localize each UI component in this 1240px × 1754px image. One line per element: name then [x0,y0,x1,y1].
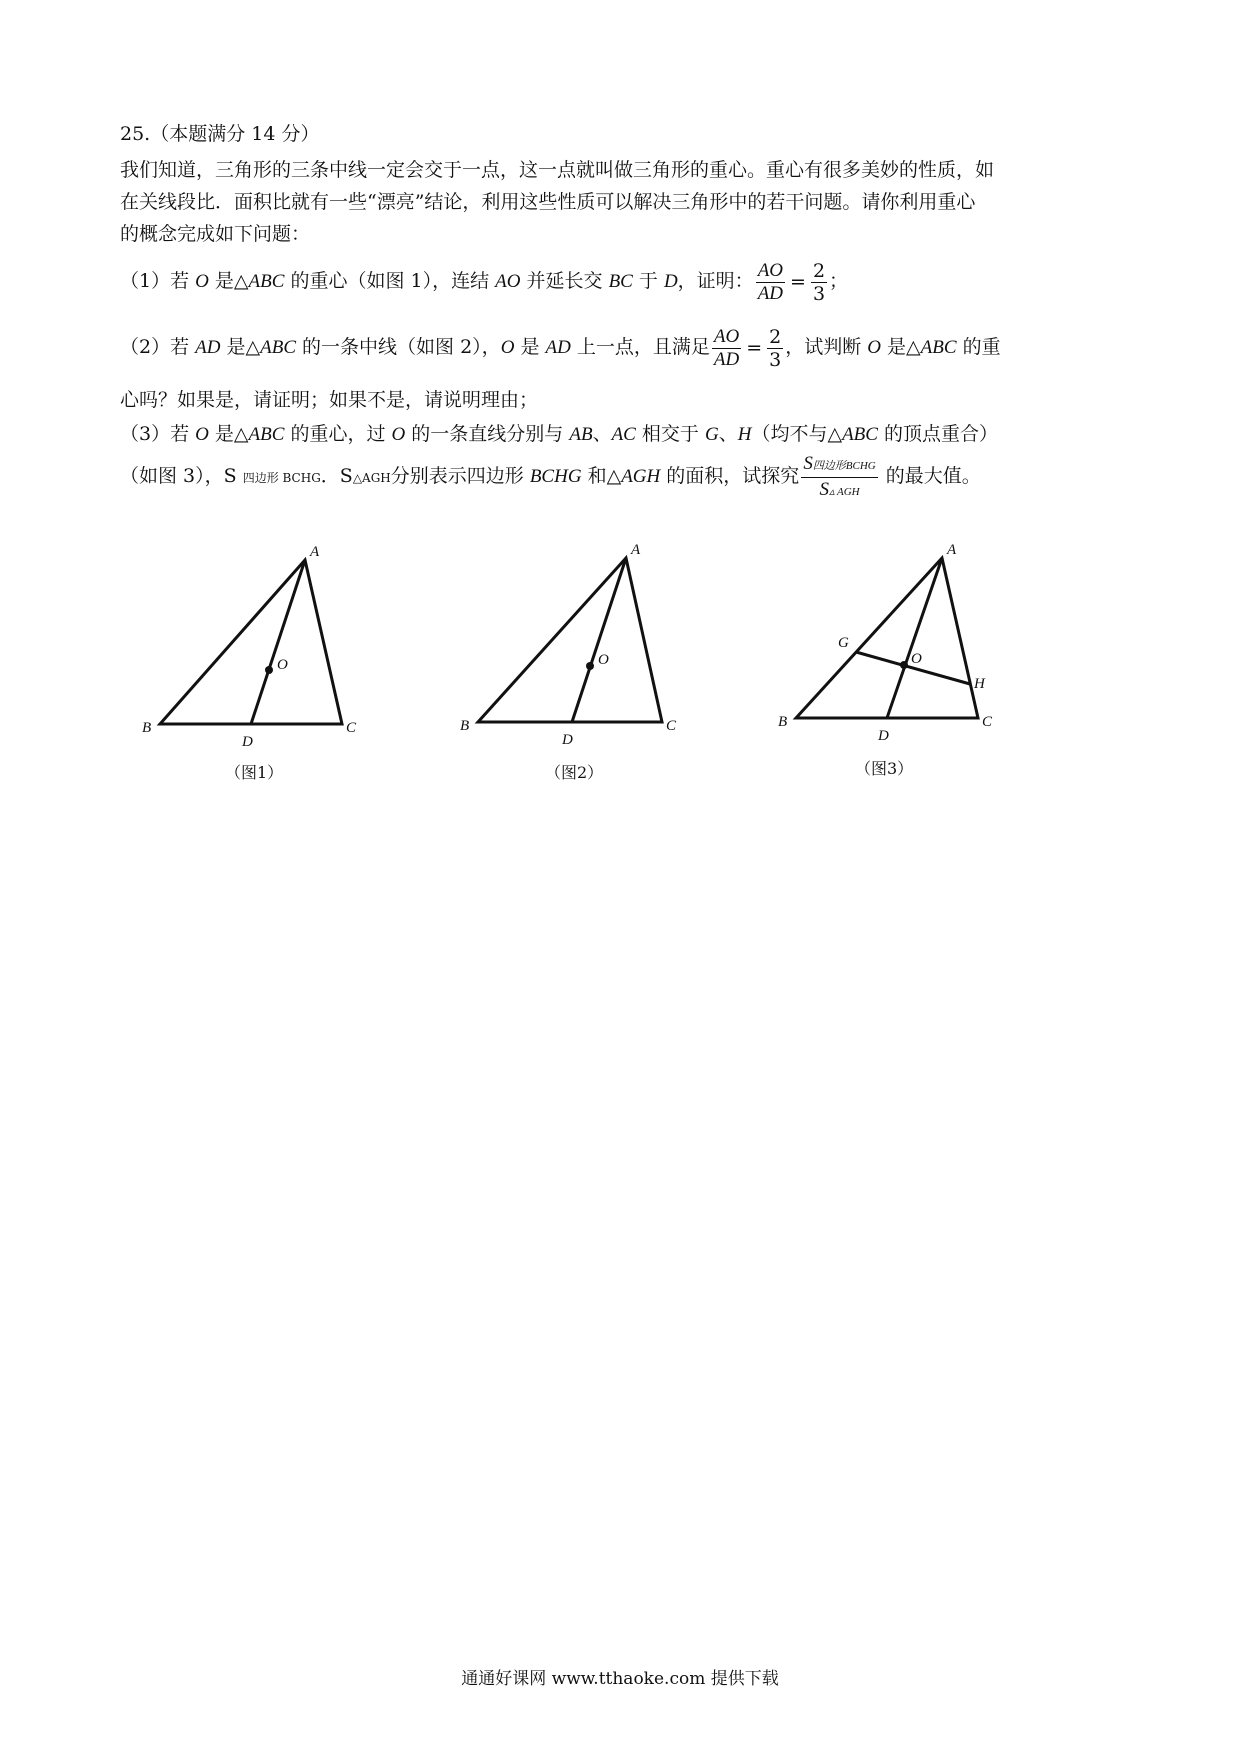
triangle-abc [796,558,978,718]
intro-line-3: 的概念完成如下问题： [120,223,311,245]
figure-2 [450,530,690,750]
label-o: O [598,652,609,668]
figure-1 [130,530,370,750]
label-h: H [974,676,985,692]
part3-text: （3）若 O 是△ABC 的重心，过 O 的一条直线分别与 AB、AC 相交于 G、H（均不与△ABC 的顶点重合） [120,423,998,445]
area-ratio-fraction: $\frac{\text{S四边形BCHG}}{\text{S▵ AGH}}$ [803,452,876,500]
median-ad [887,558,942,718]
label-a: A [947,542,957,558]
value-fraction: $\frac{2}{3}$ [769,325,782,371]
part3-line2: （如图 3），S 四边形 BCHG．S△AGH分别表示四边形 BCHG 和△AGH 的面积，试探究 $\frac{\text{S四边形BCHG}}{\text{S▵ AGH}}$ 的最大值。 [120,450,981,504]
label-c: C [666,718,677,734]
label-c: C [346,720,357,736]
label-g: G [838,635,849,651]
point-o [586,662,594,670]
intro-line-1: 我们知道，三角形的三条中线一定会交于一点，这一点就叫做三角形的重心。重心有很多美妙的性质，如 [120,159,995,181]
label-d: D [562,732,573,748]
triangle-abc [478,558,662,722]
value-fraction: $\frac{2}{3}$ [812,259,826,305]
ratio-fraction: $\frac{AO}{AD}$ [757,259,784,304]
label-b: B [460,718,470,734]
footer-source: 通通好课网 www.tthaoke.com 提供下载 [461,1669,779,1689]
label-a: A [310,544,320,560]
figure-3 [770,530,1010,750]
label-a: A [631,542,641,558]
ratio-fraction: $\frac{AO}{AD}$ [713,325,740,370]
median-ad [251,560,305,724]
label-c: C [982,714,993,730]
figure-3-caption: （图3） [855,759,914,778]
median-ad [572,558,626,722]
intro-line-2: 在关线段比．面积比就有一些“漂亮”结论，利用这些性质可以解决三角形中的若干问题。请你利用重心 [120,191,976,213]
label-b: B [778,714,788,730]
label-b: B [142,720,152,736]
label-o: O [277,657,288,673]
centroid-point [265,666,273,674]
figure-2-caption: （图2） [545,763,604,782]
question-header: 25.（本题满分 14 分） [120,123,320,145]
label-d: D [242,734,253,750]
part1-text: （1）若 O 是△ABC 的重心（如图 1），连结 AO 并延长交 BC 于 D，证明： $\frac{AO}{AD}$ = $\frac{2}{3}$ ； [120,259,849,305]
part2-text: （2）若 AD 是△ABC 的一条中线（如图 2），O 是 AD 上一点，且满足 $\frac{AO}{AD}$ = $\frac{2}{3}$ ，试判断 O 是△ABC 的重 [120,325,1001,371]
label-d: D [878,728,889,744]
part2-line2: 心吗？如果是，请证明；如果不是，请说明理由； [120,389,539,411]
triangle-abc [160,560,342,724]
figure-1-caption: （图1） [225,763,284,782]
centroid-point [900,661,908,669]
label-o: O [911,651,922,667]
